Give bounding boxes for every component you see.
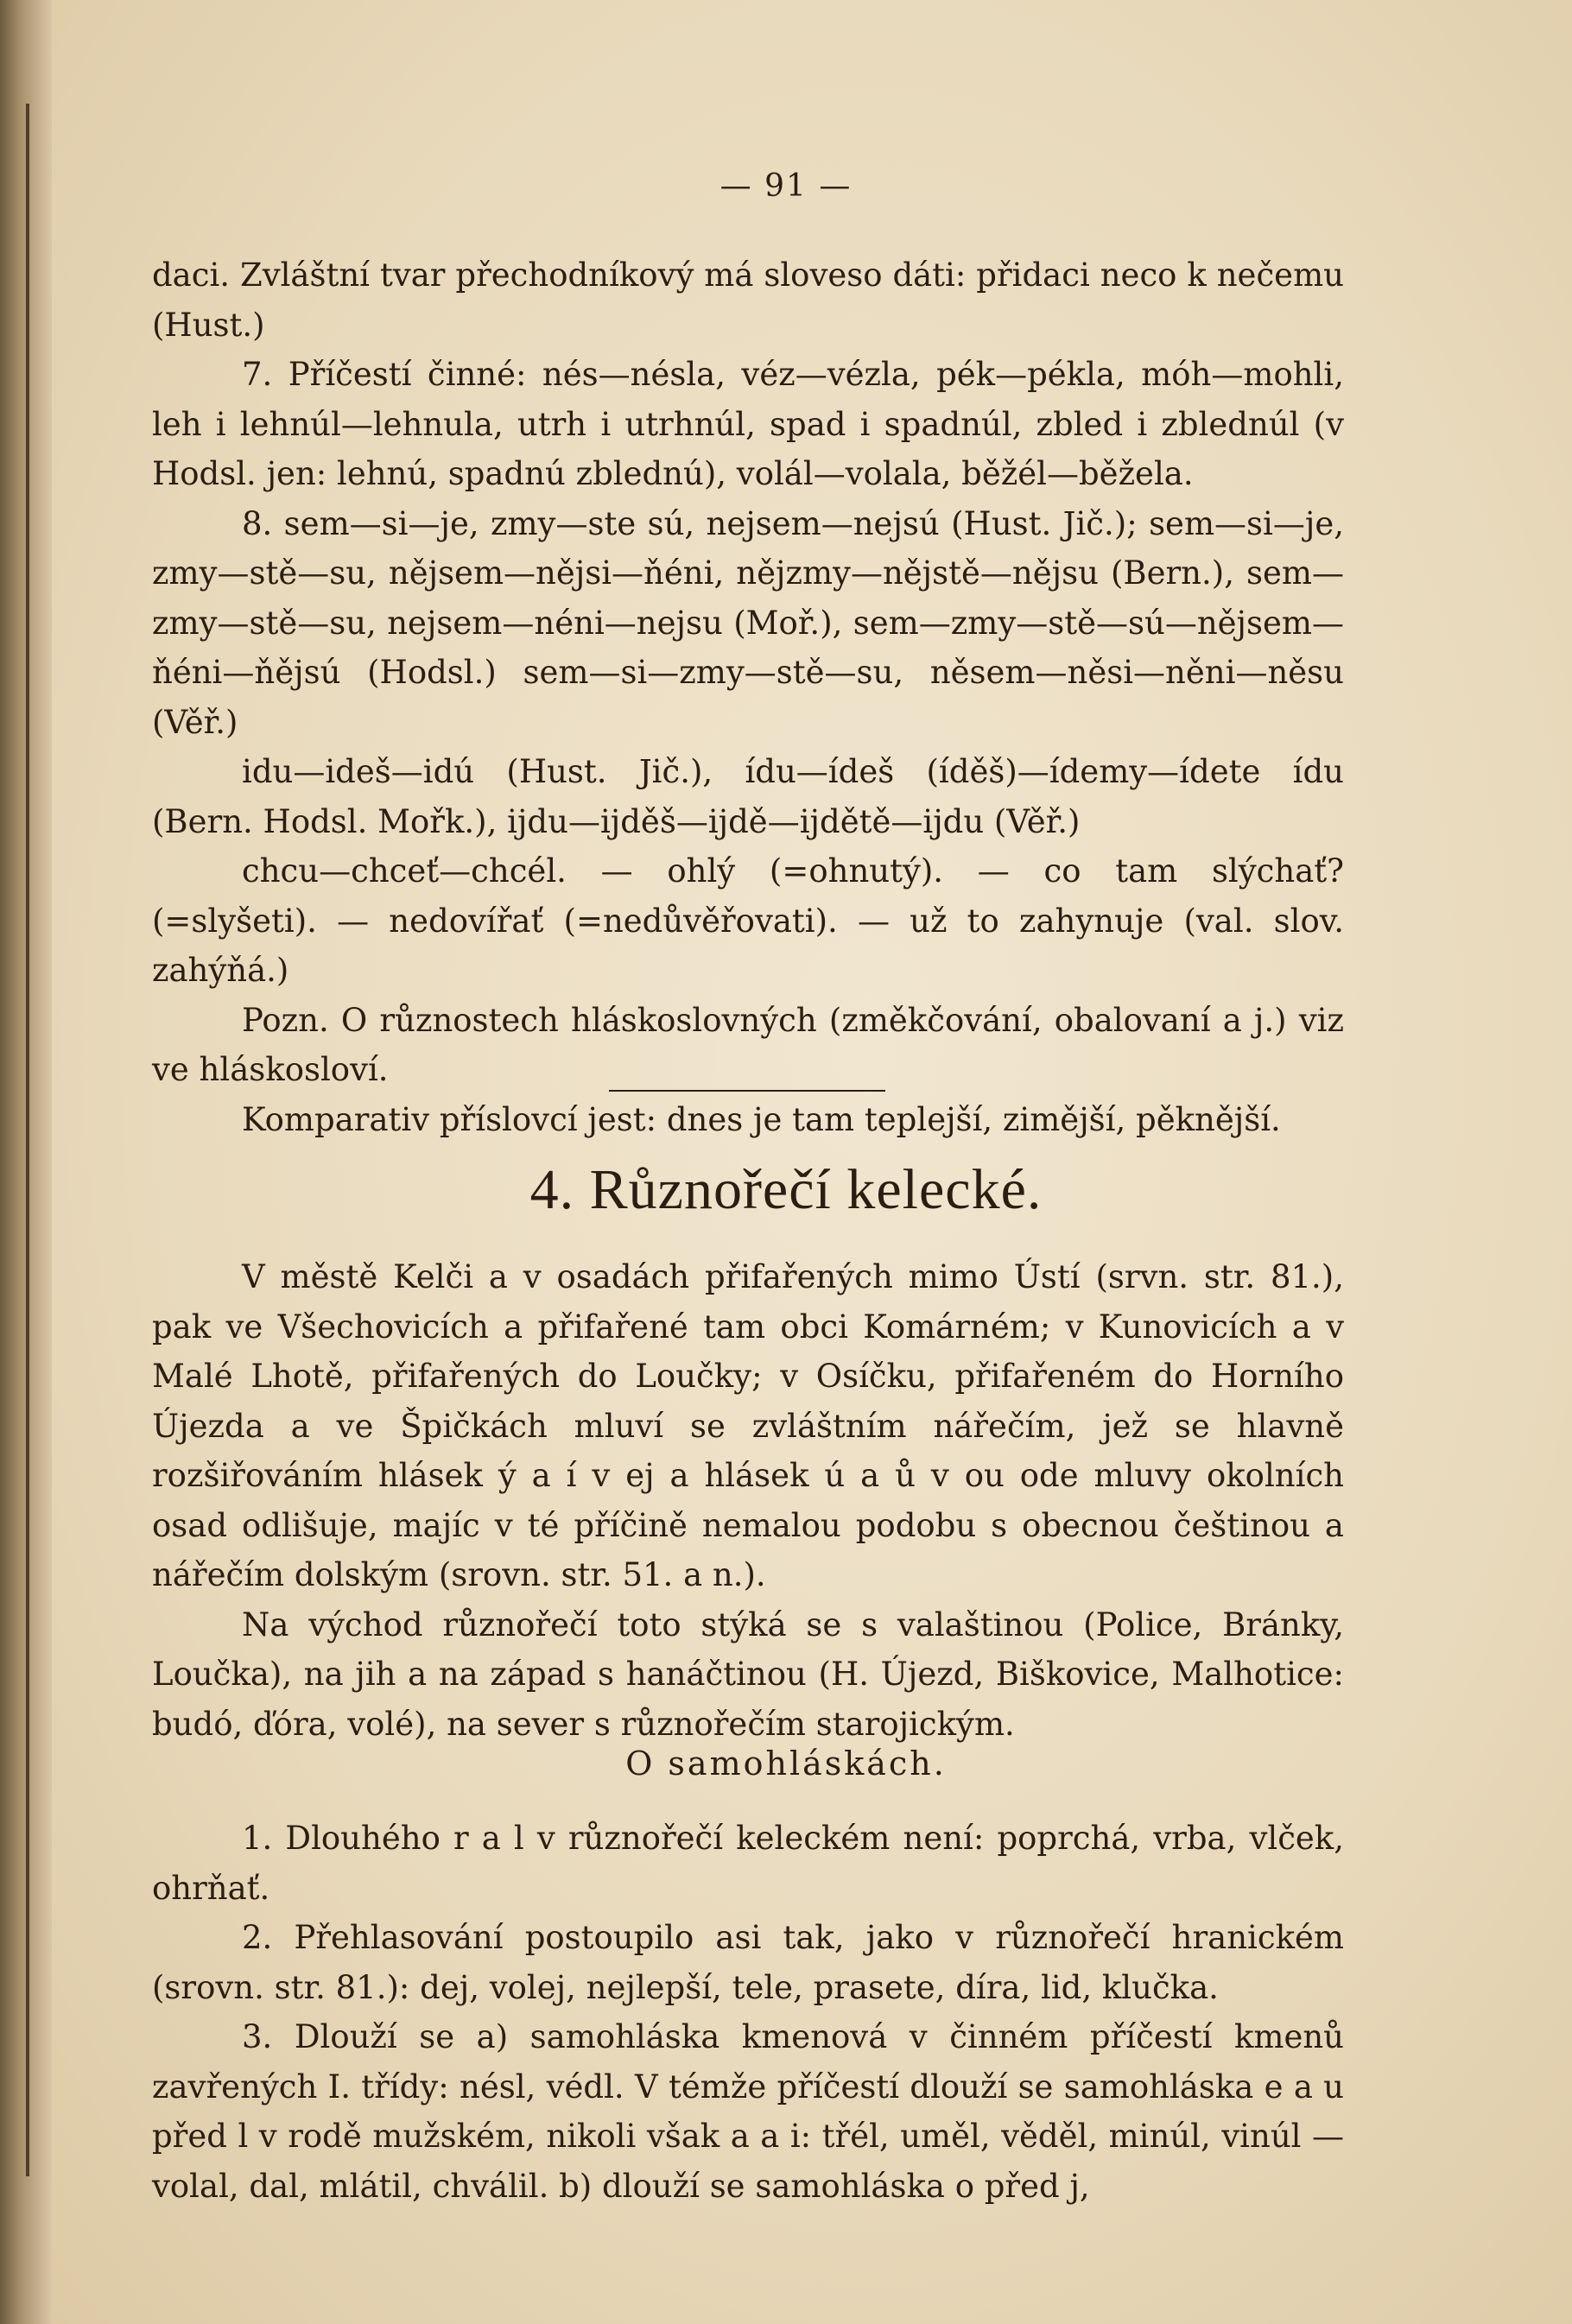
paragraph: daci. Zvláštní tvar přechodníkový má sloveso dáti: přidaci neco k nečemu (Hust.) <box>152 256 1344 344</box>
section-verbs <box>152 250 1344 1144</box>
section-heading: 4. Různořečí kelecké. <box>529 1158 1043 1221</box>
subsection-heading: O samohláskách. <box>625 1745 947 1783</box>
paragraph: 2. Přehlasování postoupilo asi tak, jako v různořečí hranickém (srovn. str. 81.): dej, volej, nejlepší, tele, prasete, díra, lid, klučka. <box>152 1919 1344 2006</box>
section-kelecke <box>152 1252 1344 1749</box>
paragraph: idu—ideš—idú (Hust. Jič.), ídu—ídeš (íděš)—ídemy—ídete ídu (Bern. Hodsl. Mořk.), ijdu—ijděš—ijdě—ijdětě—ijdu (Věř.) <box>152 753 1344 840</box>
paragraph: 7. Příčestí činné: nés—nésla, véz—vézla, pék—pékla, móh—mohli, leh i lehnúl—lehnula, utrh i utrhnúl, spad i spadnúl, zbled i zblednúl (v Hodsl. jen: lehnú, spadnú zblednú), volál—volala, běžél—běžela. <box>152 356 1344 492</box>
paragraph: 3. Dlouží se a) samohláska kmenová v činném příčestí kmenů zavřených I. třídy: nésl, védl. V témže příčestí dlouží se samohláska e a u před l v rodě mužském, nikoli však a a i: třél, uměl, věděl, minúl, vinúl — volal, dal, mlátil, chválil. b) dlouží se samohláska o před j, <box>152 2018 1344 2205</box>
paragraph: Pozn. O různostech hláskoslovných (změkčování, obalovaní a j.) viz ve hláskosloví. <box>152 1001 1344 1088</box>
page-number: — 91 — <box>719 168 853 204</box>
section-divider <box>609 1090 885 1092</box>
paragraph: 1. Dlouhého r a l v různořečí keleckém není: poprchá, vrba, vlček, ohrňať. <box>152 1820 1344 1907</box>
spine-edge <box>26 104 29 2176</box>
paragraph: chcu—chceť—chcél. — ohlý (=ohnutý). — co tam slýchať? (=slyšeti). — nedovířať (=nedůvěřovati). — už to zahynuje (val. slov. zahýňá.) <box>152 852 1344 989</box>
paragraph: Komparativ příslovcí jest: dnes je tam teplejší, zimější, pěknější. <box>242 1100 1281 1138</box>
section-samohlasky <box>152 1814 1344 2211</box>
paragraph: Na východ různořečí toto stýká se s valaštinou (Police, Bránky, Loučka), na jih a na západ s hanáčtinou (H. Újezd, Biškovice, Malhotice: budó, ďóra, volé), na sever s různořečím starojickým. <box>152 1605 1344 1743</box>
paragraph: 8. sem—si—je, zmy—ste sú, nejsem—nejsú (Hust. Jič.); sem—si—je, zmy—stě—su, nějsem—nějsi—ňéni, nějzmy—nějstě—nějsu (Bern.), sem—zmy—stě—su, nejsem—néni—nejsu (Moř.), sem—zmy—stě—sú—nějsem—ňéni—ňějsú (Hodsl.) sem—si—zmy—stě—su, něsem—něsi—něni—něsu (Věř.) <box>152 504 1344 741</box>
paragraph: V městě Kelči a v osadách přifařených mimo Ústí (srvn. str. 81.), pak ve Všechovicích a přifařené tam obci Komárném; v Kunovicích a v Malé Lhotě, přifařených do Loučky; v Osíčku, přifařeném do Horního Újezda a ve Špičkách mluví se zvláštním nářečím, jež se hlavně rozšiřováním hlásek ý a í v ej a hlásek ú a ů v ou ode mluvy okolních osad odlišuje, majíc v té příčině nemalou podobu s obecnou češtinou a nářečím dolským (srovn. str. 51. a n.). <box>152 1258 1344 1593</box>
